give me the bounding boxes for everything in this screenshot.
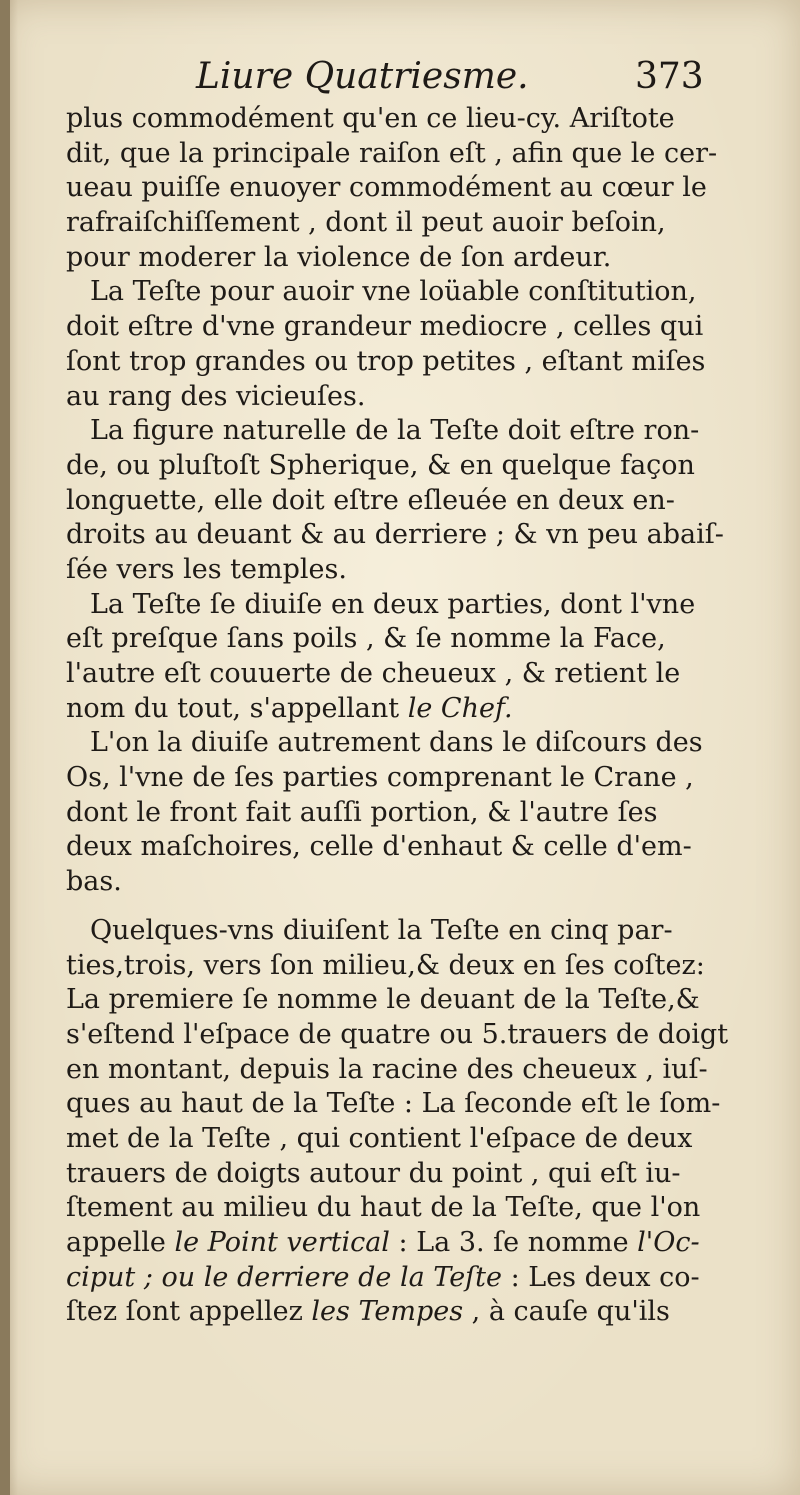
italic-term: l'Oc- [637,1227,700,1258]
body-text [66,102,746,1330]
text-line: l'autre eſt couuerte de cheueux , & retient le [66,658,681,689]
text-line: ſtement au milieu du haut de la Teſte, que l'on [66,1192,701,1224]
text-line: s'eſtend l'eſpace de quatre ou 5.trauers de doigt [66,1018,729,1050]
text-line: dit, que la principale raiſon eſt , afin que le cer- [66,137,718,169]
text-run: ſtez ſont appellez [66,1296,312,1328]
text-line: Quelques-vns diuiſent la Teſte en cinq par- [90,914,673,946]
text-run: : Les deux co- [502,1261,700,1293]
text-line: L'on la diuiſe autrement dans le diſcours des [90,727,703,759]
running-title: Liure Quatriesme. [196,56,529,97]
text-line: La Teſte pour auoir vne loüable conſtitution, [90,276,697,308]
text-line: deux maſchoires, celle d'enhaut & celle d'em- [66,831,692,863]
text-line: met de la Teſte , qui contient l'eſpace de deux [66,1122,693,1154]
running-head [0,50,800,110]
paragraph [66,414,746,587]
paragraph [66,102,746,275]
text-line: droits au deuant & au derriere ; & vn peu abaiſ- [66,519,724,551]
text-line [66,1261,746,1296]
text-line: plus commodément qu'en ce lieu-cy. Ariſtote [66,103,675,134]
paragraph [66,588,746,727]
text-line: eſt preſque ſans poils , & ſe nomme la Face, [66,623,666,655]
text-line: au rang des vicieuſes. [66,380,366,412]
italic-term: le Chef. [407,692,513,724]
text-line: ties,trois, vers ſon milieu,& deux en ſes coſtez: [66,949,705,981]
text-line: La figure naturelle de la Teſte doit eſtre ron- [90,415,700,447]
text-line: trauers de doigts autour du point , qui eſt iu- [66,1157,681,1189]
binding-gutter [0,0,10,1495]
text-run: , à cauſe qu'ils [463,1296,670,1328]
text-line: ueau puiſſe enuoyer commodément au cœur le [66,172,707,204]
text-run: : La 3. ſe nomme [389,1227,638,1258]
italic-term: les Tempes [311,1296,464,1328]
text-line: La premiere ſe nomme le deuant de la Teſte,& [66,984,700,1016]
text-line: pour moderer la violence de ſon ardeur. [66,241,612,273]
text-line: Os, l'vne de ſes parties comprenant le Crane , [66,762,694,794]
text-line: bas. [66,866,122,898]
text-run: appelle [66,1227,175,1258]
paragraph [66,726,746,899]
text-line: en montant, depuis la racine des cheueux , iuſ- [66,1053,708,1085]
text-run: nom du tout, s'appellant [66,692,408,724]
text-line: dont le front fait auſſi portion, & l'autre ſes [66,796,658,828]
page-number: 373 [635,56,704,97]
italic-term: le Point vertical [174,1227,390,1258]
text-line [66,692,746,727]
text-line: ſont trop grandes ou trop petites , eſtant miſes [66,345,706,377]
text-line: rafraiſchiſſement , dont il peut auoir beſoin, [66,207,666,239]
paragraph [66,275,746,414]
paragraph-gap [66,900,746,914]
paragraph [66,914,746,1330]
text-line: ſée vers les temples. [66,553,347,585]
text-line: de, ou pluſtoſt Spherique, & en quelque façon [66,449,695,481]
text-line [66,1226,746,1261]
text-line: La Teſte ſe diuiſe en deux parties, dont l'vne [90,588,696,620]
italic-term: ciput ; ou le derriere de la Teſte [66,1261,502,1293]
text-line: doit eſtre d'vne grandeur mediocre , celles qui [66,311,704,343]
text-line: ques au haut de la Teſte : La ſeconde eſt le ſom- [66,1088,721,1120]
text-line: longuette, elle doit eſtre eſleuée en deux en- [66,484,675,516]
text-line [66,1295,746,1330]
